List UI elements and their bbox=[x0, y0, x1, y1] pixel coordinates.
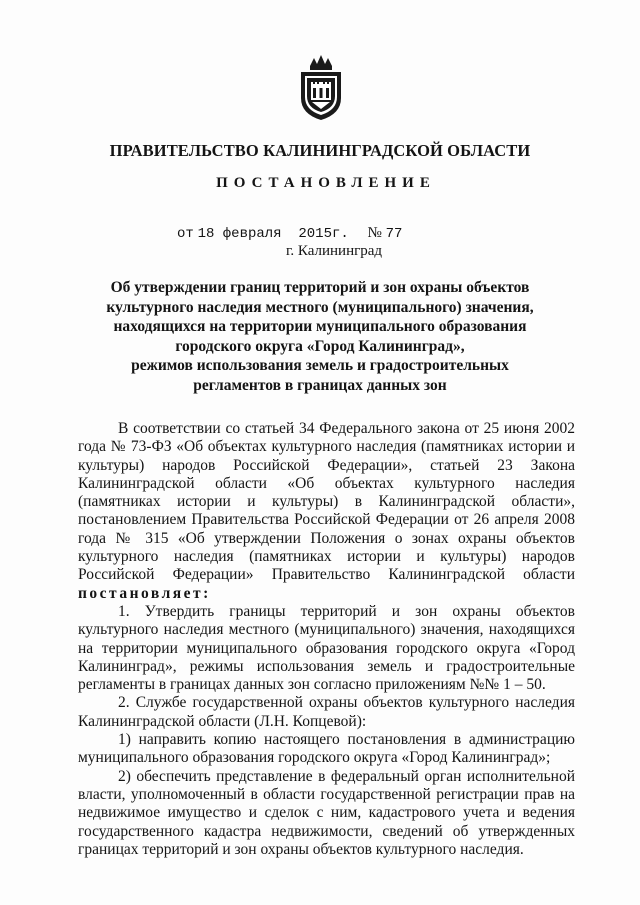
resolves-word: постановляет: bbox=[78, 584, 211, 602]
item-2: 2. Службе государственной охраны объектов культурного наследия Калининградской области (Л.Н. Копцевой): bbox=[78, 694, 575, 730]
title-line: находящихся на территории муниципального образования bbox=[113, 318, 527, 335]
title-line: регламентов в границах данных зон bbox=[193, 376, 447, 394]
government-name: ПРАВИТЕЛЬСТВО КАЛИНИНГРАДСКОЙ ОБЛАСТИ bbox=[109, 141, 531, 160]
number-sign: № bbox=[367, 225, 382, 241]
date-prefix: от bbox=[177, 226, 194, 242]
preamble-paragraph bbox=[78, 420, 575, 603]
item-2-1: 1) направить копию настоящего постановления в администрацию муниципального образования городского округа «Город Калининград»; bbox=[78, 731, 575, 767]
date-line bbox=[177, 225, 402, 242]
title-line: Об утверждении границ территорий и зон охраны объектов bbox=[110, 279, 530, 296]
preamble-text: В соответствии со статьей 34 Федерального закона от 25 июня 2002 года № 73-ФЗ «Об объектах культурного наследия (памятниках истории и культуры) народов Российской Федерации», статьей 23 Закона Калининградской области «Об объектах культурного наследия (памятниках истории и культуры) в Калининградской области», постановлением Правительства Российской Федерации от 26 апреля 2008 года № 315 «Об утверждении Положения о зонах охраны объектов культурного наследия (памятниках истории и культуры) народов Российской Федерации» Правительство Калининградской области bbox=[78, 420, 575, 584]
title-line: городского округа «Город Калининград», bbox=[175, 337, 465, 355]
decree-date: 18 февраля 2015г. bbox=[197, 226, 349, 242]
item-1: 1. Утвердить границы территорий и зон охраны объектов культурного наследия местного (муниципального) значения, находящихся на территории муниципального образования городского округа «Город Калининград», режимы использования земель и градостроительные регламенты в границах данных зон согласно приложениям №№ 1 – 50. bbox=[78, 602, 575, 694]
city: г. Калининград bbox=[285, 243, 383, 259]
decree-body bbox=[78, 420, 575, 859]
title-line: культурного наследия местного (муниципального) значения, bbox=[106, 298, 534, 316]
item-2-2: 2) обеспечить представление в федеральный орган исполнительной власти, уполномоченный в области государственной регистрации прав на недвижимое имущество и сделок с ним, кадастрового учета и ведения государственного кадастра недвижимости, сведений об утвержденных границах территорий и зон охраны объектов культурного наследия. bbox=[78, 767, 575, 858]
document-type: ПОСТАНОВЛЕНИЕ bbox=[216, 175, 436, 191]
decree-number: 77 bbox=[385, 226, 403, 242]
decree-title bbox=[70, 278, 570, 395]
coat-of-arms-icon bbox=[298, 52, 344, 122]
title-line: режимов использования земель и градостроительных bbox=[131, 357, 509, 374]
